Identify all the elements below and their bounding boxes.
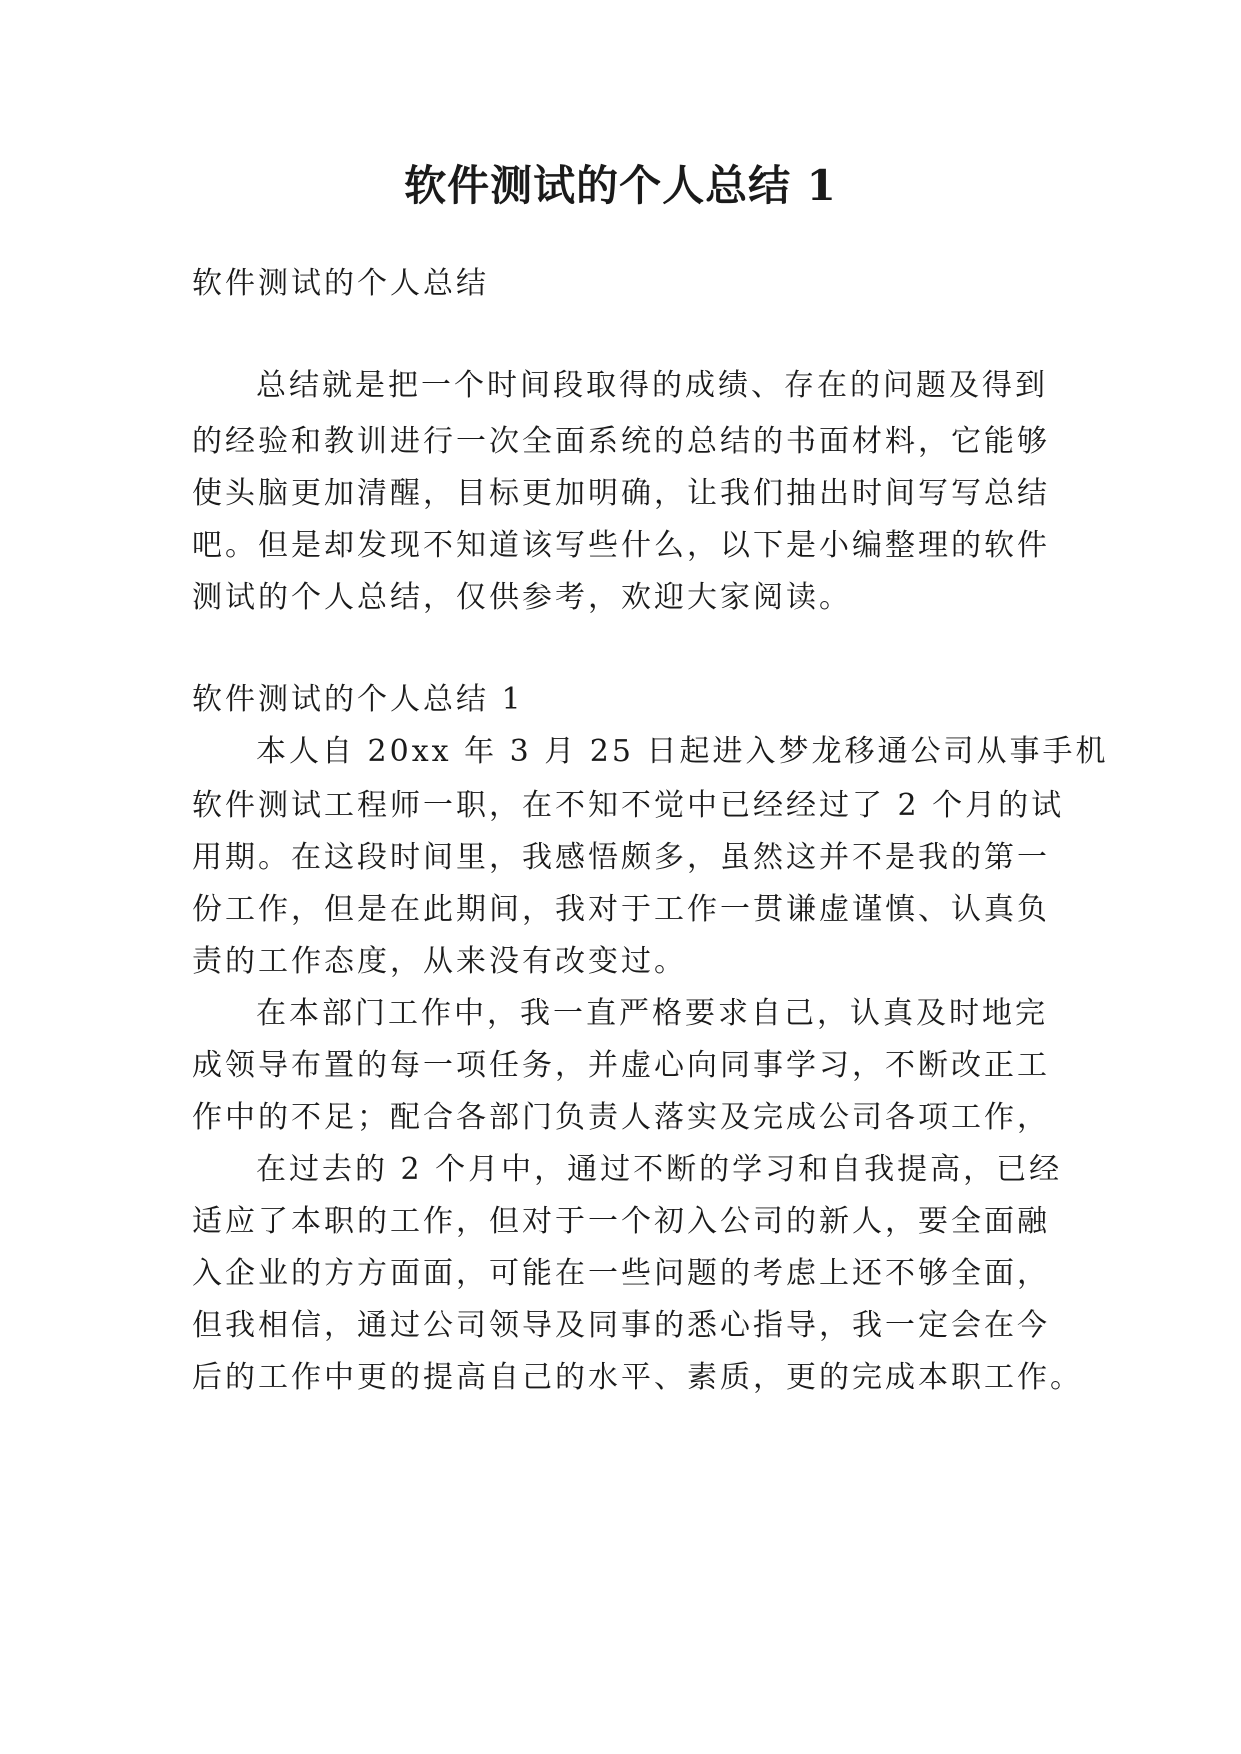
- document-title: 软件测试的个人总结 1: [404, 161, 837, 210]
- section-heading: 软件测试的个人总结 1: [192, 682, 524, 717]
- paragraph-line: 作中的不足；配合各部门负责人落实及完成公司各项工作，: [192, 1100, 1050, 1135]
- paragraph-line: 总结就是把一个时间段取得的成绩、存在的问题及得到: [256, 368, 1048, 403]
- paragraph-line: 软件测试工程师一职，在不知不觉中已经经过了 2 个月的试: [192, 788, 1065, 823]
- paragraph-line: 成领导布置的每一项任务，并虚心向同事学习，不断改正工: [192, 1048, 1050, 1083]
- paragraph-line: 吧。但是却发现不知道该写些什么，以下是小编整理的软件: [192, 528, 1050, 563]
- paragraph-line: 责的工作态度，从来没有改变过。: [192, 944, 687, 979]
- paragraph-line: 份工作，但是在此期间，我对于工作一贯谦虚谨慎、认真负: [192, 892, 1050, 927]
- paragraph-line: 在过去的 2 个月中，通过不断的学习和自我提高，已经: [256, 1152, 1063, 1187]
- paragraph-line: 测试的个人总结，仅供参考，欢迎大家阅读。: [192, 580, 852, 615]
- paragraph-line: 的经验和教训进行一次全面系统的总结的书面材料，它能够: [192, 424, 1050, 459]
- paragraph-line: 后的工作中更的提高自己的水平、素质，更的完成本职工作。: [192, 1360, 1083, 1395]
- paragraph-line: 在本部门工作中，我一直严格要求自己，认真及时地完: [256, 996, 1048, 1031]
- paragraph-line: 本人自 20xx 年 3 月 25 日起进入梦龙移通公司从事手机: [256, 734, 1109, 769]
- paragraph-line: 使头脑更加清醒，目标更加明确，让我们抽出时间写写总结: [192, 476, 1050, 511]
- document-subtitle: 软件测试的个人总结: [192, 266, 489, 301]
- paragraph-line: 适应了本职的工作，但对于一个初入公司的新人，要全面融: [192, 1204, 1050, 1239]
- paragraph-line: 但我相信，通过公司领导及同事的悉心指导，我一定会在今: [192, 1308, 1050, 1343]
- paragraph-line: 用期。在这段时间里，我感悟颇多，虽然这并不是我的第一: [192, 840, 1050, 875]
- paragraph-line: 入企业的方方面面，可能在一些问题的考虑上还不够全面，: [192, 1256, 1050, 1291]
